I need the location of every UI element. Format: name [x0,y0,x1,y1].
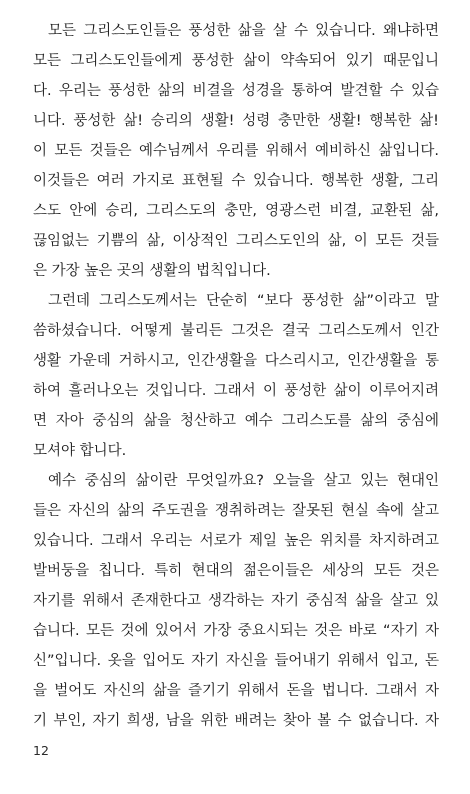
page-number: 12 [33,743,49,758]
paragraph-1-line-6: 이것들은 여러 가지로 표현될 수 있습니다. 행복한 생활, 그리 [33,173,439,189]
paragraph-2-line-5: 면 자아 중심의 삶을 청산하고 예수 그리스도를 삶의 중심에 [33,413,439,429]
paragraph-1-line-1: 모든 그리스도인들은 풍성한 삶을 살 수 있습니다. 왜냐하면 [48,23,439,39]
paragraph-2-line-6: 모셔야 합니다. [33,443,127,459]
paragraph-3-line-4: 발버둥을 칩니다. 특히 현대의 젊은이들은 세상의 모든 것은 [33,563,439,579]
paragraph-2-line-1: 그런데 그리스도께서는 단순히 “보다 풍성한 삶”이라고 말 [48,293,439,309]
paragraph-3-line-9: 기 부인, 자기 희생, 남을 위한 배려는 찾아 볼 수 없습니다. 자 [33,713,439,729]
paragraph-3-line-7: 신”입니다. 옷을 입어도 자기 자신을 들어내기 위해서 입고, 돈 [33,653,439,669]
paragraph-3-line-2: 들은 자신의 삶의 주도권을 쟁취하려는 잘못된 현실 속에 살고 [33,503,439,519]
paragraph-1-line-4: 니다. 풍성한 삶! 승리의 생활! 성령 충만한 생활! 행복한 삶! [33,113,439,129]
paragraph-1-line-2: 모든 그리스도인들에게 풍성한 삶이 약속되어 있기 때문입니 [33,53,439,69]
paragraph-1-line-8: 끊임없는 기쁨의 삶, 이상적인 그리스도인의 삶, 이 모든 것들 [33,233,439,249]
paragraph-3-line-8: 을 벌어도 자신의 삶을 즐기기 위해서 돈을 법니다. 그래서 자 [33,683,439,699]
paragraph-3-line-5: 자기를 위해서 존재한다고 생각하는 자기 중심적 삶을 살고 있 [33,593,439,609]
paragraph-1-line-3: 다. 우리는 풍성한 삶의 비결을 성경을 통하여 발견할 수 있습 [33,83,439,99]
paragraph-3-line-1: 예수 중심의 삶이란 무엇일까요? 오늘을 살고 있는 현대인 [48,473,439,489]
paragraph-2-line-4: 하여 흘러나오는 것입니다. 그래서 이 풍성한 삶이 이루어지려 [33,383,439,399]
paragraph-2-line-3: 생활 가운데 거하시고, 인간생활을 다스리시고, 인간생활을 통 [33,353,439,369]
paragraph-1-line-9: 은 가장 높은 곳의 생활의 법칙입니다. [33,263,271,279]
paragraph-1-line-5: 이 모든 것들은 예수님께서 우리를 위해서 예비하신 삶입니다. [33,143,439,159]
paragraph-3-line-3: 있습니다. 그래서 우리는 서로가 제일 높은 위치를 차지하려고 [33,533,439,549]
paragraph-3-line-6: 습니다. 모든 것에 있어서 가장 중요시되는 것은 바로 “자기 자 [33,623,439,639]
paragraph-1-line-7: 스도 안에 승리, 그리스도의 충만, 영광스런 비결, 교환된 삶, [33,203,439,219]
paragraph-2-line-2: 씀하셨습니다. 어떻게 불리든 그것은 결국 그리스도께서 인간 [33,323,439,339]
